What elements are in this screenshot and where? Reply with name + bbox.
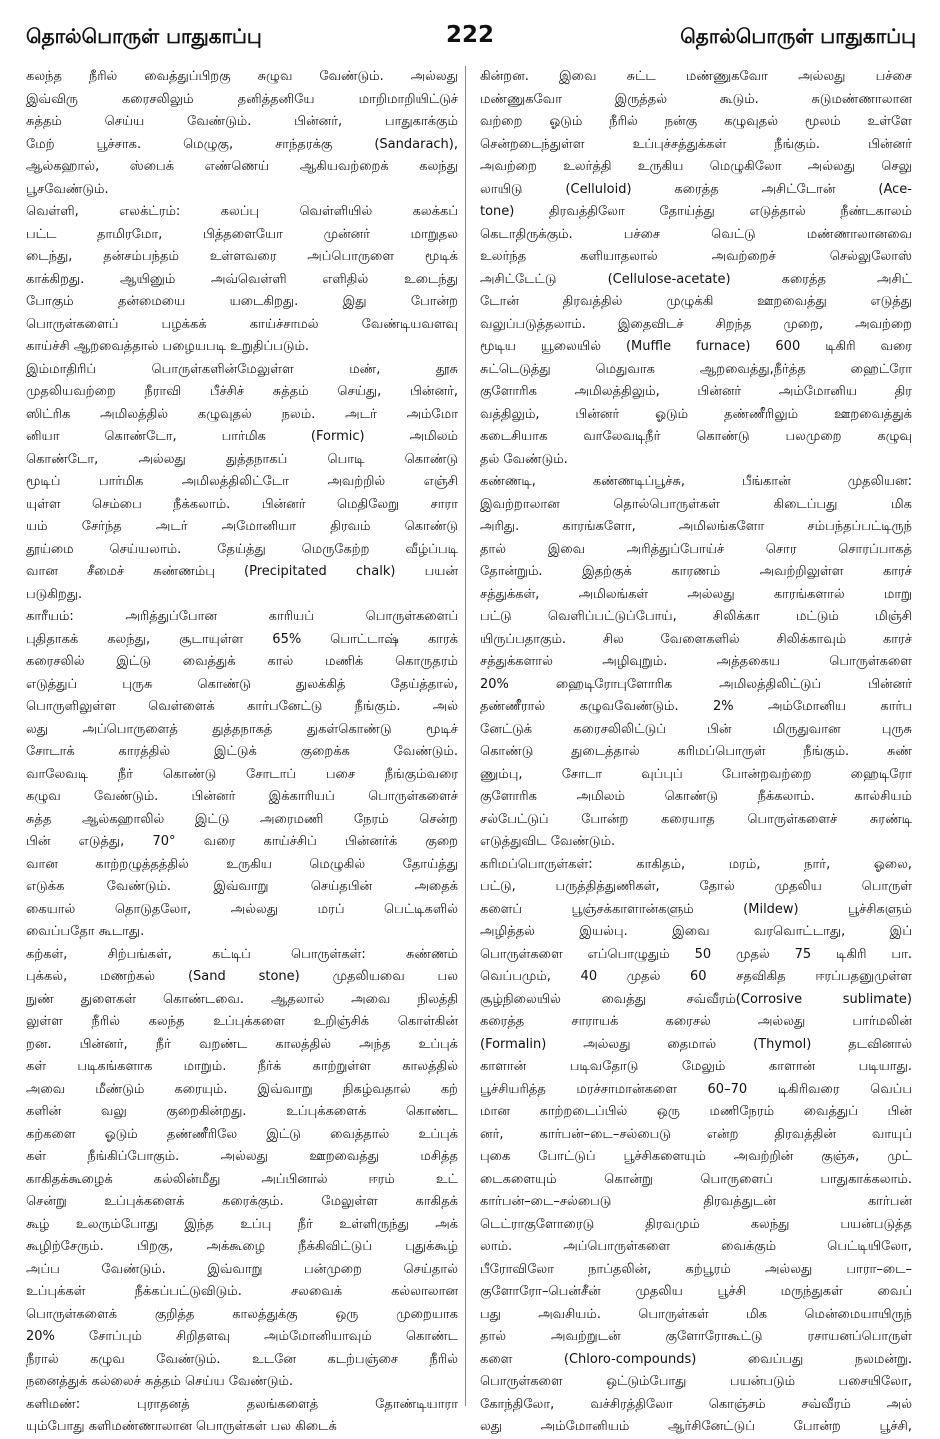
text-line: கடைசியாக வாலேவடிநீர் கொண்டு பலமுறை கழுவு	[480, 429, 912, 444]
text-line: கொண்டு துடைத்தால் கரிமப்பொருள் நீங்கும். சுண்	[480, 744, 912, 759]
text-line: அழித்தல் இயல்பு. இவை வரவொட்டாது, இப்	[480, 924, 912, 939]
text-line: கற்களை ஓடும் தண்ணீரிலே இட்டு வைத்தால் உப்புக்	[26, 1126, 458, 1142]
text-line: வைப்பதோ கூடாது.	[26, 924, 145, 939]
text-line: பின் எடுத்து, 70° வரை காய்ச்சிப் பின்னர்க் குறை	[26, 834, 458, 849]
text-line: முதலியவற்றை நீராவி பீச்சிச் சுத்தம் செய்து, பின்னர்,	[26, 384, 458, 399]
text-line: லது அப்பொருளைத் துத்தநாகத் துகள்கொண்டு மூடிச்	[26, 721, 458, 737]
text-line: அவை மீண்டும் கரையும். இவ்வாறு நிகழ்வதால் கற்	[26, 1081, 458, 1097]
text-line: உப்புக்கள் நீக்கப்பட்டுவிடும். சலவைக் கல்லாலான	[26, 1284, 458, 1299]
text-line: பொருள்களைக் குறித்த காலத்துக்கு ஒரு முறையாக	[26, 1306, 458, 1322]
text-line: காய்ச்சி ஆறவைத்தால் பழையபடி உறுதிப்படும்.	[26, 339, 310, 354]
text-line: லாயிடு (Celluloid) கரைத்த அசிட்டோன் (Ace-	[480, 181, 912, 197]
text-line: குளோரோ–பென்சீன் முதலிய பூச்சி மருந்துகள் வைப்	[480, 1284, 912, 1299]
text-line: பட்டு வெளிப்பட்டுப்போய், சிலிக்கா மட்டும் மிஞ்சி	[480, 609, 912, 624]
text-line: டெட்ராகுளோரைடு திரவமும் கலந்து பயன்படுத்த	[480, 1216, 912, 1232]
text-line: பொருள்களை எப்பொழுதும் 50 முதல் 75 டிகிரி பா.	[480, 946, 912, 962]
text-line: புகை போட்டுப் பூச்சிகளையும் அவற்றின் குஞ்சு, முட்	[480, 1149, 912, 1164]
text-line: னேட்டுக் கரைசலிலிட்டுப் பின் மிருதுவான புருசு	[480, 721, 912, 737]
text-line: கள் நீங்கிப்போகும். அல்லது ஊறவைத்து மசித்த	[26, 1149, 458, 1164]
page-header	[0, 0, 940, 62]
text-line: டைகளையும் கொன்று பொருளைப் பாதுகாக்கலாம்.	[480, 1171, 912, 1187]
text-line: கலந்த நீரில் வைத்துப்பிறகு சுழுவ வேண்டும். அல்லது	[26, 69, 458, 84]
text-line: களின் வலு குறைகின்றது. உப்புக்களைக் கொண்ட	[26, 1104, 458, 1119]
text-line: ணும்பு, சோடா வுப்புப் போன்றவற்றை ஹைடிரோ	[480, 766, 912, 782]
text-line: பட்ட தாமிரமோ, பித்தளையோ முன்னர் மாறுதல	[26, 226, 458, 242]
text-line: (Formalin) அல்லது தைமால் (Thymol) தடவினால்	[480, 1036, 912, 1052]
page-number: 222	[445, 22, 494, 48]
text-line: 20% ஹைடிரோபுளோரிக அமிலத்திலிட்டுப் பின்னர்	[480, 676, 912, 692]
text-line: கின்றன. இவை சுட்ட மண்ணுகவோ அல்லது பச்சை	[480, 69, 912, 84]
text-line: குளோரிக அமிலத்திலும், பின்னர் அம்மோனிய திர	[480, 384, 912, 399]
running-title-left: தொல்பொருள் பாதுகாப்பு	[26, 24, 262, 48]
text-line: 20% சோப்பும் சிறிதளவு அம்மோனியாவும் கொண்ட	[26, 1329, 458, 1344]
text-line: புக்கல், மணற்கல் (Sand stone) முதலியவை பல	[26, 969, 458, 984]
text-line: பூச்சியரித்த மரச்சாமான்களை 60–70 டிகிரிவரை வெப்ப	[480, 1081, 912, 1097]
text-line: போகும் தன்மையை யடைகிறது. இது போன்ற	[26, 294, 458, 309]
text-line: பது அவசியம். பொருள்கள் மிக மென்மையாயிருந்	[480, 1306, 912, 1322]
text-line: அரிது. காரங்களோ, அமிலங்களோ சம்பந்தப்பட்டிருந்	[480, 519, 912, 534]
text-line: எடுக்க வேண்டும். இவ்வாறு செய்தபின் அதைக்	[26, 879, 458, 894]
text-line: யிருப்பதாகும். சில வேளைகளில் சிலிக்காவும் காரச்	[480, 631, 912, 647]
text-line: வான சீமைச் சுண்ணம்பு (Precipitated chalk) பயன்	[26, 564, 458, 579]
text-line: கோந்திலோ, வச்சிரத்திலோ கொஞ்சம் சவ்வீரம் அல்	[480, 1396, 912, 1412]
text-line: காக்கிறது. ஆயினும் அவ்வெள்ளி எளிதில் உடைந்து	[26, 271, 458, 287]
text-line: நீரால் கழுவ வேண்டும். உடனே கடற்பஞ்சை நீரில்	[26, 1351, 458, 1367]
text-line: வலுப்படுத்தலாம். இதைவிடச் சிறந்த முறை, அவற்றை	[480, 316, 912, 332]
text-line: அசிட்டேட்டு (Cellulose-acetate) கரைத்த அசிட்	[480, 271, 912, 287]
text-line: டோன் திரவத்தில் முழுக்கி ஊறவைத்து எடுத்து	[480, 294, 912, 309]
text-line: காரீயம்: அரித்துப்போன காரியப் பொருள்களைப்	[26, 609, 458, 624]
text-line: யும்போது களிமண்ணாலான பொருள்கள் பல கிடைக்	[26, 1419, 337, 1434]
text-line: பொருளிலுள்ள வெள்ளைக் கார்பனேட்டு நீங்கும். அல்	[26, 699, 458, 714]
text-line: குளோரிக அமிலம் கொண்டு நீக்கலாம். கால்சியம்	[480, 789, 912, 804]
text-line: கொண்டோ, அல்லது துத்தநாகப் பொடி கொண்டு	[26, 451, 458, 467]
text-line: ஆல்கஹால், ஸ்பைக் எண்ணெய் ஆகியவற்றைக் கலந்து	[26, 159, 458, 174]
text-line: களைப் பூஞ்சக்காளான்களும் (Mildew) பூச்சிகளும்	[480, 901, 912, 917]
text-line: பொருள்களைப் பழக்கக் காய்ச்சாமல் வேண்டியவளவு	[26, 316, 458, 332]
running-title-right: தொல்பொருள் பாதுகாப்பு	[680, 24, 916, 48]
text-line: காளான் படிவதோடு மேலும் காளான் படியாது.	[480, 1059, 912, 1074]
text-line: சத்துக்கள், அமிலங்கள் அல்லது காரங்களால் மாறு	[480, 586, 912, 602]
text-line: சென்று உப்புக்களைக் கரைக்கும். மேலுள்ள காகிதக்	[26, 1194, 458, 1209]
text-line: மூடிப் பார்மிக அமிலத்திலிட்டோ அவற்றில் எஞ்சி	[26, 474, 458, 489]
text-line: லுள்ள நீரில் கலந்த உப்புக்களை உறிஞ்சிக் கொள்கின்	[26, 1014, 458, 1029]
text-line: யுள்ள செம்பை நீக்கலாம். பின்னர் மெதிலேறு சாரா	[26, 496, 458, 512]
column-divider	[465, 66, 466, 1406]
text-line: வத்திலும், பின்னர் ஓடும் தண்ணீரிலும் ஊறவைத்துக்	[480, 406, 912, 422]
text-line: பீரோவிலோ நாப்தலின், கற்பூரம் அல்லது பாரா–டை–	[480, 1261, 912, 1277]
text-line: பூசவேண்டும்.	[26, 181, 109, 197]
text-line: கழுவ வேண்டும். பின்னர் இக்காரியப் பொருள்களைச்	[26, 789, 458, 804]
text-line: கண்ணடி, கண்ணடிப்பூச்சு, பீங்கான் முதலியன:	[480, 474, 912, 489]
text-line: சல்பேட்டுப் போன்ற கரையாத பொருள்களைச் சுரண்டி	[480, 811, 912, 827]
text-line: தண்ணீரால் கழுவவேண்டும். 2% அம்மோனிய கார்ப	[480, 699, 912, 714]
text-line: றன. பின்னர், நீர் வறண்ட காலத்தில் அந்த உப்புக்	[26, 1036, 458, 1052]
text-line: தல் வேண்டும்.	[480, 451, 568, 467]
text-line: தூய்மை செய்யலாம். தேய்த்து மெருகேற்ற வீழ்ப்படி	[26, 541, 458, 557]
text-line: உலர்ந்த களியாதலால் அவற்றைச் செல்லுலோஸ்	[480, 249, 912, 264]
text-line: மேற் பூச்சாக. மெழுகு, சாந்தரக்கு (Sandarach),	[26, 136, 458, 152]
text-line: பட்டு, பருத்தித்துணிகள், தோல் முதலிய பொருள்	[480, 879, 912, 894]
text-line: மான காற்றடைப்பில் ஒரு மணிநேரம் வைத்துப் பின்	[480, 1104, 912, 1119]
text-line: எடுத்துப் புருசு கொண்டு துலக்கித் தேய்த்தால்,	[26, 676, 458, 692]
text-line: கற்கள், சிற்பங்கள், கட்டிப் பொருள்கள்: சுண்ணம்	[26, 946, 458, 962]
text-line: ஸிட்ரிக அமிலத்தில் கழுவுதல் நலம். அடர் அம்மோ	[26, 406, 458, 422]
text-line: தால் இவை அரித்துப்போய்ச் சொர சொரப்பாகத்	[480, 541, 912, 557]
text-line: வெள்ளி, எலக்ட்ரம்: கலப்பு வெள்ளியில் கலக்கப்	[26, 204, 458, 219]
text-line: அவற்றை உலர்த்தி உருகிய மெழுகிலோ அல்லது செலு	[480, 159, 912, 174]
text-line: புதிதாகக் கலந்து, சூடாயுள்ள 65% பொட்டாஷ் காரக்	[26, 631, 458, 647]
text-line: இம்மாதிரிப் பொருள்களின்மேலுள்ள மண், தூசு	[26, 361, 458, 377]
text-line: கள் படிகங்களாக மாறும். நீர்க் காற்றுள்ள காலத்தில்	[26, 1059, 458, 1074]
left-text-column	[26, 66, 458, 1434]
text-line: மூடிய யூலையில் (Muffle furnace) 600 டிகிரி வரை	[480, 339, 912, 354]
text-line: இவ்விரு கரைசலிலும் தனித்தனியே மாறிமாறியிட்டுச்	[26, 91, 458, 107]
text-line: தோன்றும். இதற்குக் காரணம் அவற்றிலுள்ள காரச்	[480, 564, 912, 579]
text-line: சுத்த ஆல்கஹாலில் இட்டு அரைமணி நேரம் சென்ற	[26, 811, 458, 827]
text-line: சத்துக்களால் அழிவுறும். அத்தகைய பொருள்களை	[480, 654, 912, 669]
text-line: லது அம்மோனியம் ஆர்சினேட்டுப் போன்ற பூச்சி,	[480, 1419, 912, 1434]
text-line: சோடாக் காரத்தில் இட்டுக் குறைக்க வேண்டும்.	[26, 744, 458, 759]
text-line: கார்பன்–டை–சல்பைடு திரவத்துடன் கார்பன்	[480, 1194, 912, 1209]
text-line: அப்ப வேண்டும். இவ்வாறு பன்முறை செய்தால்	[26, 1261, 458, 1277]
text-line: இவற்றாலான தொல்பொருள்கள் கிடைப்பது மிக	[480, 496, 912, 512]
text-line: எடுத்துவிட வேண்டும்.	[480, 834, 616, 849]
text-line: வெப்பமும், 40 முதல் 60 சதவிகித ஈரப்பதனுமுள்ள	[480, 969, 912, 984]
text-line: காகிதக்கூழைக் கல்லின்மீது அப்பினால் ஈரம் உட்	[26, 1171, 458, 1187]
right-text-column	[480, 66, 912, 1434]
text-line: சூழ்நிலையில் வைத்து சவ்வீரம்(Corrosive sublimate)	[480, 991, 912, 1007]
text-line: tone) திரவத்திலோ தோய்த்து எடுத்தால் நீண்டகாலம்	[480, 204, 912, 219]
text-line: தால் அவற்றுடன் குளோரோகூட்டு ரசாயனப்பொருள்	[480, 1329, 912, 1344]
text-line: கரைத்த சாராயக் கரைசல் அல்லது பார்மலின்	[480, 1014, 912, 1029]
text-line: கரிமப்பொருள்கள்: காகிதம், மரம், நார், ஓலை,	[480, 856, 912, 872]
text-line: வற்றை ஓடும் நீரில் நன்கு கழுவுதல் மூலம் உள்ளே	[480, 114, 912, 129]
text-line: யம் சேர்ந்த அடர் அமோனியா திரவம் கொண்டு	[26, 519, 458, 534]
text-line: களை (Chloro-compounds) வைப்பது நலமன்று.	[480, 1351, 912, 1367]
text-line: கூழிற்சேரும். பிறகு, அக்கூழை நீக்கிவிட்டுப் புதுக்கூழ்	[26, 1239, 458, 1254]
text-line: பொருள்களை ஒட்டும்போது பயன்படும் பசையிலோ,	[480, 1374, 912, 1389]
text-line: சென்றடைந்துள்ள உப்புச்சத்துக்கள் நீங்கும். பின்னர்	[480, 136, 912, 152]
text-line: னியா கொண்டோ, பார்மிக (Formic) அமிலம்	[26, 429, 458, 444]
text-line: கையால் தொடுதலோ, அல்லது மரப் பெட்டிகளில்	[26, 901, 458, 917]
text-line: மண்ணுகவோ இருத்தல் கூடும். சுடுமண்ணாலான	[480, 91, 912, 107]
text-line: படுகிறது.	[26, 586, 83, 602]
text-line: நுண் துளைகள் கொண்டவை. ஆதலால் அவை நிலத்தி	[26, 991, 458, 1007]
text-line: வான காற்றழுத்தத்தில் உருகிய மெழுகில் தோய்த்து	[26, 856, 458, 872]
text-line: லாம். அப்பொருள்களை வைக்கும் பெட்டியிலோ,	[480, 1239, 912, 1254]
text-line: களிமண்: புராதனத் தலங்களைத் தோண்டியாரா	[26, 1396, 458, 1412]
text-line: சுட்டெடுத்து மெதுவாக ஆறவைத்து,நீர்த்த ஹைட்ரோ	[480, 361, 912, 377]
text-line: வாலேவடி நீர் கொண்டு சோடாப் பசை நீங்கும்வரை	[26, 766, 458, 782]
text-line: கூழ் உலரும்போது இந்த உப்பு நீர் உள்ளிருந்து அக்	[26, 1216, 458, 1232]
text-line: கரைசலில் இட்டு வைத்துக் கால் மணிக் கொருதரம்	[26, 654, 458, 669]
text-line: கெடாதிருக்கும். பச்சை வெட்டு மண்ணாலானவை	[480, 226, 912, 242]
text-line: டைந்து, தன்சம்பந்தம் உள்ளவரை அப்பொருளை மூடிக்	[26, 249, 458, 264]
text-line: னர், கார்பன்–டை–சல்பைடு என்ற திரவத்தின் வாயுப்	[480, 1126, 912, 1142]
text-line: நனைத்துக் கல்லைச் சுத்தம் செய்ய வேண்டும்.	[26, 1374, 294, 1389]
text-line: சுத்தம் செய்ய வேண்டும். பின்னர், பாதுகாக்கும்	[26, 114, 458, 129]
